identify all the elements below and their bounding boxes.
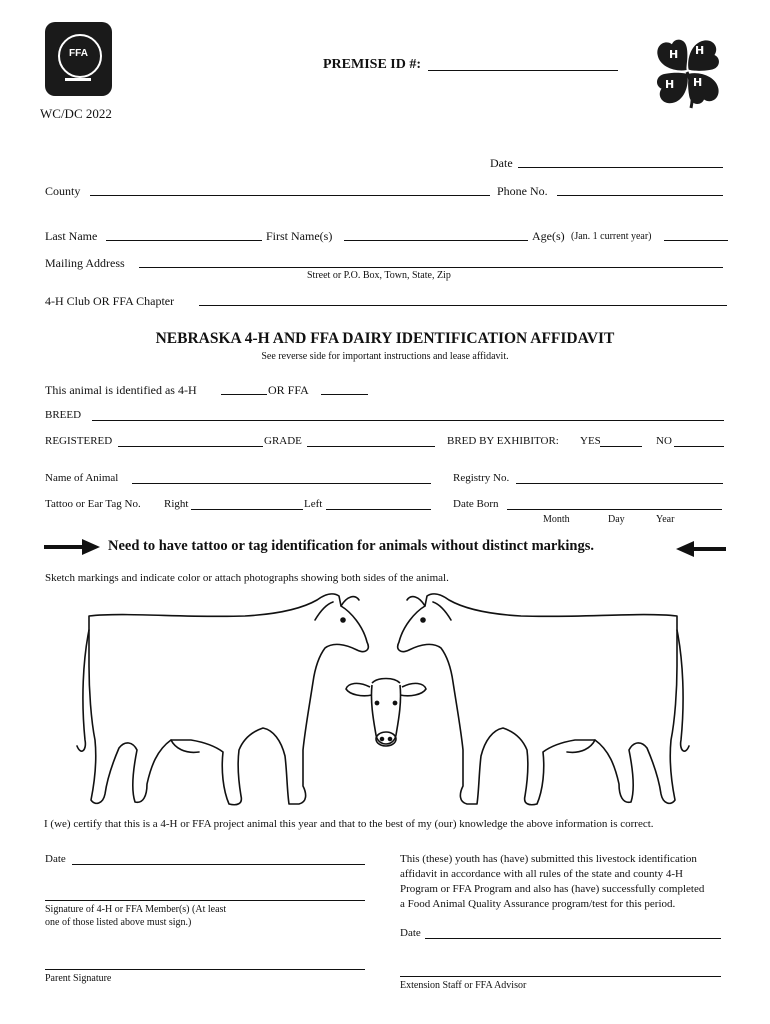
advisor-date-label: Date [400, 927, 421, 939]
advisor-date-field[interactable] [425, 938, 721, 939]
svg-text:H: H [695, 44, 705, 57]
mailing-address-field[interactable] [139, 267, 723, 268]
yes-field[interactable] [600, 446, 642, 447]
cow-left-outline-icon [75, 590, 375, 815]
yes-label: YES [580, 435, 601, 447]
4h-clover-icon [647, 32, 727, 112]
bred-by-label: BRED BY EXHIBITOR: [447, 435, 559, 447]
form-title: NEBRASKA 4-H AND FFA DAIRY IDENTIFICATION AFFIDAVIT [155, 330, 615, 347]
mailing-address-label: Mailing Address [45, 256, 125, 270]
advisor-statement-1: This (these) youth has (have) submitted this livestock identification [400, 853, 697, 865]
ffa-emblem-icon [45, 22, 112, 96]
month-label: Month [543, 514, 570, 525]
sketch-instructions: Sketch markings and indicate color or attach photographs showing both sides of the animal. [45, 572, 449, 584]
grade-field[interactable] [307, 446, 435, 447]
member-signature-field[interactable] [45, 900, 365, 901]
first-name-field[interactable] [344, 240, 528, 241]
extension-signature-label: Extension Staff or FFA Advisor [400, 980, 527, 991]
address-hint: Street or P.O. Box, Town, State, Zip [307, 270, 451, 281]
sign-date-field[interactable] [72, 864, 365, 865]
date-born-field[interactable] [507, 509, 722, 510]
notice-text: Need to have tattoo or tag identification for animals without distinct markings. [108, 538, 595, 554]
year-label: Year [656, 514, 675, 525]
premise-id-line[interactable] [428, 70, 618, 71]
date-born-label: Date Born [453, 498, 499, 510]
county-field[interactable] [90, 195, 490, 196]
member-signature-label-2: one of those listed above must sign.) [45, 917, 192, 928]
svg-text:H: H [665, 78, 675, 91]
date-field[interactable] [518, 167, 723, 168]
parent-signature-label: Parent Signature [45, 973, 112, 984]
extension-signature-field[interactable] [400, 976, 721, 977]
advisor-statement-3: Program or FFA Program and also has (have) successfully completed [400, 883, 705, 895]
breed-label: BREED [45, 409, 82, 421]
no-label: NO [656, 435, 672, 447]
animal-name-label: Name of Animal [45, 472, 119, 484]
parent-signature-field[interactable] [45, 969, 365, 970]
sign-date-label: Date [45, 853, 66, 865]
age-field[interactable] [664, 240, 728, 241]
phone-label: Phone No. [497, 184, 548, 198]
grade-label: GRADE [264, 435, 302, 447]
registry-field[interactable] [516, 483, 723, 484]
svg-text:H: H [693, 76, 703, 89]
age-note: (Jan. 1 current year) [571, 231, 652, 242]
left-arrow-icon [676, 541, 726, 557]
cow-face-outline-icon [344, 673, 428, 753]
registered-label: REGISTERED [45, 435, 113, 447]
tattoo-label: Tattoo or Ear Tag No. [45, 498, 141, 510]
4h-check-field[interactable] [221, 394, 267, 395]
left-tag-field[interactable] [326, 509, 431, 510]
breed-field[interactable] [92, 420, 724, 421]
age-label: Age(s) [532, 229, 565, 243]
advisor-statement-4: a Food Animal Quality Assurance program/test for this period. [400, 898, 676, 910]
right-arrow-icon [44, 539, 100, 555]
certify-statement: I (we) certify that this is a 4-H or FFA project animal this year and that to the best of my (our) knowledge the above information is correct. [44, 818, 654, 830]
club-field[interactable] [199, 305, 727, 306]
right-tag-field[interactable] [191, 509, 303, 510]
club-label: 4-H Club OR FFA Chapter [45, 294, 175, 308]
registered-field[interactable] [118, 446, 263, 447]
right-label: Right [164, 498, 189, 510]
no-field[interactable] [674, 446, 724, 447]
last-name-label: Last Name [45, 229, 98, 243]
identified-as-label: This animal is identified as 4-H [45, 383, 197, 397]
svg-text:H: H [669, 48, 679, 61]
form-subtitle: See reverse side for important instructions and lease affidavit. [261, 351, 509, 362]
first-name-label: First Name(s) [266, 229, 333, 243]
date-label: Date [490, 156, 513, 170]
animal-name-field[interactable] [132, 483, 431, 484]
phone-field[interactable] [557, 195, 723, 196]
premise-id-label: PREMISE ID #: [323, 57, 422, 72]
form-code: WC/DC 2022 [40, 106, 112, 121]
or-ffa-label: OR FFA [268, 383, 309, 397]
left-label: Left [304, 498, 323, 510]
ffa-logo-text: FFA [69, 48, 88, 59]
advisor-statement-2: affidavit in accordance with all rules of the state and county 4-H [400, 868, 683, 880]
day-label: Day [608, 514, 625, 525]
cow-right-outline-icon [391, 590, 691, 815]
member-signature-label-1: Signature of 4-H or FFA Member(s) (At least [45, 904, 227, 915]
ffa-check-field[interactable] [321, 394, 368, 395]
registry-label: Registry No. [453, 472, 510, 484]
last-name-field[interactable] [106, 240, 262, 241]
county-label: County [45, 184, 81, 198]
